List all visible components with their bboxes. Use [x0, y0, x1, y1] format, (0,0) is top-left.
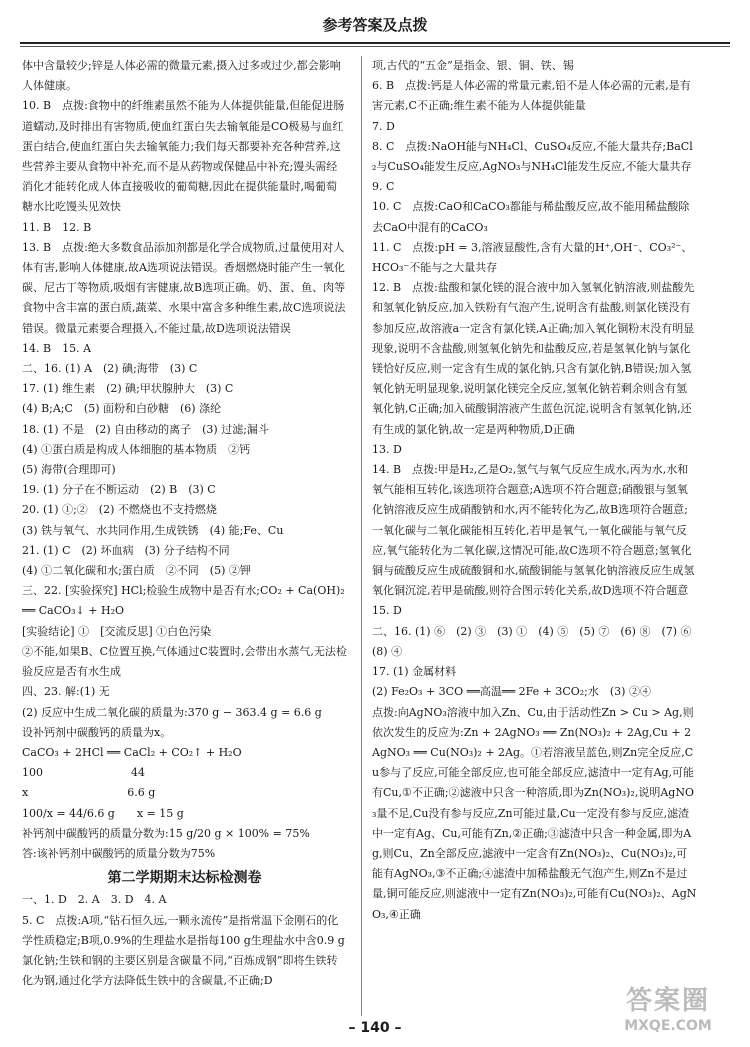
answer-paragraph: 18. (1) 不是 (2) 自由移动的离子 (3) 过滤;漏斗 [22, 422, 269, 436]
answer-paragraph: 100/x = 44/6.6 g x = 15 g [22, 806, 184, 820]
answer-paragraph: 17. (1) 维生素 (2) 碘;甲状腺肿大 (3) C [22, 382, 234, 396]
answer-paragraph: 5. C 点拨:A项,“钻石恒久远,一颗永流传”是指常温下金刚石的化学性质稳定;B项,0.9%的生理盐水是指每100 g生理盐水中含0.9 g氯化钠;生铁和钢的主要区别是含碳量不同,“百炼成钢”即将生铁转化为钢,通过化学方法降低生铁中的含碳量,不正确;D [22, 913, 345, 988]
left-column [22, 56, 347, 1016]
header-title: 参考答案及点拨 [322, 16, 428, 34]
answer-paragraph: 补钙剂中碳酸钙的质量分数为:15 g/20 g × 100% = 75% [22, 826, 310, 840]
answer-paragraph: 11. C 点拨:pH = 3,溶液显酸性,含有大量的H⁺,OH⁻、CO₃²⁻、HCO₃⁻不能与之大量共存 [372, 240, 693, 275]
answer-paragraph: 四、23. 解:(1) 无 [22, 685, 110, 699]
answer-paragraph: 10. C 点拨:CaO和CaCO₃都能与稀盐酸反应,故不能用稀盐酸除去CaO中混有的CaCO₃ [372, 200, 690, 234]
answer-paragraph: 二、16. (1) A (2) 碘;海带 (3) C [22, 362, 198, 376]
answer-paragraph: 17. (1) 金属材料 [372, 665, 457, 679]
answer-paragraph: CaCO₃ + 2HCl ══ CaCl₂ + CO₂↑ + H₂O [22, 745, 242, 759]
answer-paragraph: 一、1. D 2. A 3. D 4. A [22, 893, 167, 907]
answer-paragraph: 项,古代的“五金”是指金、银、铜、铁、锡 [372, 59, 574, 72]
answer-paragraph: 13. B 点拨:绝大多数食品添加剂都是化学合成物质,过量使用对人体有害,影响人体健康,故A选项说法错误。香烟燃烧时能产生一氧化碳、尼古丁等物质,吸烟有害健康,故B选项正确。奶、蛋、鱼、肉等食物中含丰富的蛋白质,蔬菜、水果中富含多种维生素,故C选项说法错误。微量元素要合理摄入,不能过量,故D选项说法错误 [22, 240, 346, 335]
answer-paragraph: 答:该补钙剂中碳酸钙的质量分数为75% [22, 846, 216, 860]
watermark-url: MXQE.COM [624, 1018, 712, 1034]
section-title: 第二学期期末达标检测卷 [107, 870, 262, 887]
answer-paragraph: 6. B 点拨:钙是人体必需的常量元素,铅不是人体必需的元素,是有害元素,C不正确;维生素不能为人体提供能量 [372, 79, 691, 113]
answer-paragraph: 21. (1) C (2) 坏血病 (3) 分子结构不同 [22, 543, 230, 557]
answer-paragraph: 8. C 点拨:NaOH能与NH₄Cl、CuSO₄反应,不能大量共存;BaCl₂与CuSO₄能发生反应,AgNO₃与NH₄Cl能发生反应,不能大量共存 [372, 139, 693, 174]
page-header [20, 12, 730, 46]
answer-paragraph: 14. B 点拨:甲是H₂,乙是O₂,氢气与氧气反应生成水,丙为水,水和氧气能相互转化,该选项符合题意;A选项不符合题意;硝酸银与氢氧化钠溶液反应生成硝酸钠和水,丙不能转化为乙,故B选项符合题意;一氧化碳与二氧化碳能相互转化,若甲是氧气,一氧化碳能与氧气反应,氧气能转化为二氧化碳,这情况可能,故C选项不符合题意;氢氧化铜与硫酸反应生成硫酸铜和水,硫酸铜能与氢氧化钠溶液反应生成氢氧化铜沉淀,若甲是硫酸,则符合图示转化关系,故D选项不符合题意 [372, 463, 695, 598]
answer-paragraph: 7. D [372, 119, 395, 133]
answer-paragraph: 14. B 15. A [22, 341, 92, 355]
answer-paragraph: 19. (1) 分子在不断运动 (2) B (3) C [22, 483, 216, 497]
column-divider [361, 56, 362, 1016]
watermark-text: 答案圈 [625, 986, 710, 1016]
answer-paragraph: 体中含量较少;锌是人体必需的微量元素,摄入过多或过少,都会影响人体健康。 [22, 59, 341, 93]
answer-paragraph: x 6.6 g [22, 786, 156, 800]
header-rule-thin [20, 46, 730, 47]
right-column [372, 56, 703, 1016]
answer-paragraph: 9. C [372, 180, 395, 194]
answer-paragraph: 设补钙剂中碳酸钙的质量为x。 [22, 725, 172, 739]
page-number: – 140 – [348, 1020, 402, 1036]
answer-paragraph: (2) 反应中生成二氧化碳的质量为:370 g − 363.4 g = 6.6 g [22, 705, 322, 719]
answer-paragraph: (4) ①蛋白质是构成人体细胞的基本物质 ②钙 [22, 442, 251, 456]
answer-paragraph: (4) ①二氧化碳和水;蛋白质 ②不同 (5) ②钾 [22, 564, 251, 578]
answer-paragraph: (2) Fe₂O₃ + 3CO ══高温══ 2Fe + 3CO₂;水 (3) ②④ [372, 685, 651, 699]
answer-paragraph: 11. B 12. B [22, 220, 92, 234]
watermark-logo [598, 985, 738, 1041]
answer-paragraph: [实验结论] ① [交流反思] ①白色污染 [22, 624, 212, 638]
answer-paragraph: 20. (1) ①;② (2) 不燃烧也不支持燃烧 [22, 503, 217, 517]
answer-paragraph: (5) 海带(合理即可) [22, 463, 116, 477]
answer-paragraph: 点拨:向AgNO₃溶液中加入Zn、Cu,由于活动性Zn > Cu > Ag,则依次发生的反应为:Zn + 2AgNO₃ ══ Zn(NO₃)₂ + 2Ag,Cu + 2AgNO₃ ══ Cu(NO₃)₂ + 2Ag。①若溶液呈蓝色,则Zn完全反应,Cu参与了反应,可能全部反应,也可能全部反应,滤渣中一定有Ag,可能有Cu,①不正确;②滤液中只含一种溶质,即为Zn(NO₃)₂,说明AgNO₃量不足,Cu没有参与反应,Zn可能过量,Cu一定没有参与反应,滤渣中一定有Ag、Cu,可能有Zn,②正确;③滤渣中只含一种金属,即为Ag,则Cu、Zn全部反应,滤液中一定含有Zn(NO₃)₂、Cu(NO₃)₂,可能有AgNO₃,③不正确;④滤渣中加稀盐酸无气泡产生,则Zn不是过量,铜可能反应,则滤液中一定有Zn(NO₃)₂,可能有Cu(NO₃)₂、AgNO₃,④正确 [372, 705, 697, 921]
answer-paragraph: ②不能,如果B、C位置互换,气体通过C装置时,会带出水蒸气,无法检验反应是否有水生成 [22, 644, 347, 679]
answer-paragraph: 二、16. (1) ⑥ (2) ③ (3) ① (4) ⑤ (5) ⑦ (6) ⑧ (7) ⑥ (8) ④ [372, 624, 703, 658]
answer-paragraph: 13. D [372, 442, 402, 456]
answer-paragraph: 12. B 点拨:盐酸和氯化镁的混合液中加入氢氧化钠溶液,则盐酸先和氢氧化钠反应,加入铁粉有气泡产生,说明含有盐酸,则氯化镁没有参加反应,故溶液a一定含有氯化镁,A正确;加入氧化铜粉末没有明显现象,说明不含盐酸,则氢氧化钠先和盐酸反应,若是氢氧化钠与氯化镁恰好反应,则一定含有生成的氯化钠,只含有氯化钠,B错误;加入氢氧化钠无明显现象,说明氯化镁完全反应,氢氧化钠若剩余则含有氢氧化钠,C正确;加入硫酸铜溶液产生蓝色沉淀,说明含有氢氧化钠,还有生成的氯化钠,故一定是两种物质,D正确 [372, 281, 695, 436]
answer-paragraph: (3) 铁与氧气、水共同作用,生成铁锈 (4) 能;Fe、Cu [22, 523, 284, 537]
answer-paragraph: (4) B;A;C (5) 面粉和白砂糖 (6) 涤纶 [22, 402, 222, 416]
answer-paragraph: 三、22. [实验探究] HCl;检验生成物中是否有水;CO₂ + Ca(OH)₂ ══ CaCO₃↓ + H₂O [22, 584, 345, 618]
answer-paragraph: 10. B 点拨:食物中的纤维素虽然不能为人体提供能量,但能促进肠道蠕动,及时排出有害物质,使血红蛋白失去输氧能是CO极易与血红蛋白结合,使血红蛋白失去输氧能力;我们每天都要补充各种营养,这些营养主要从食物中补充,而不是从药物或保健品中补充;馒头需经消化才能转化成人体直接吸收的葡萄糖,因此在提供能量时,喝葡萄糖水比吃馒头见效快 [22, 99, 345, 214]
header-rule [20, 42, 730, 44]
answer-paragraph: 15. D [372, 604, 402, 618]
answer-paragraph: 100 44 [22, 766, 145, 780]
